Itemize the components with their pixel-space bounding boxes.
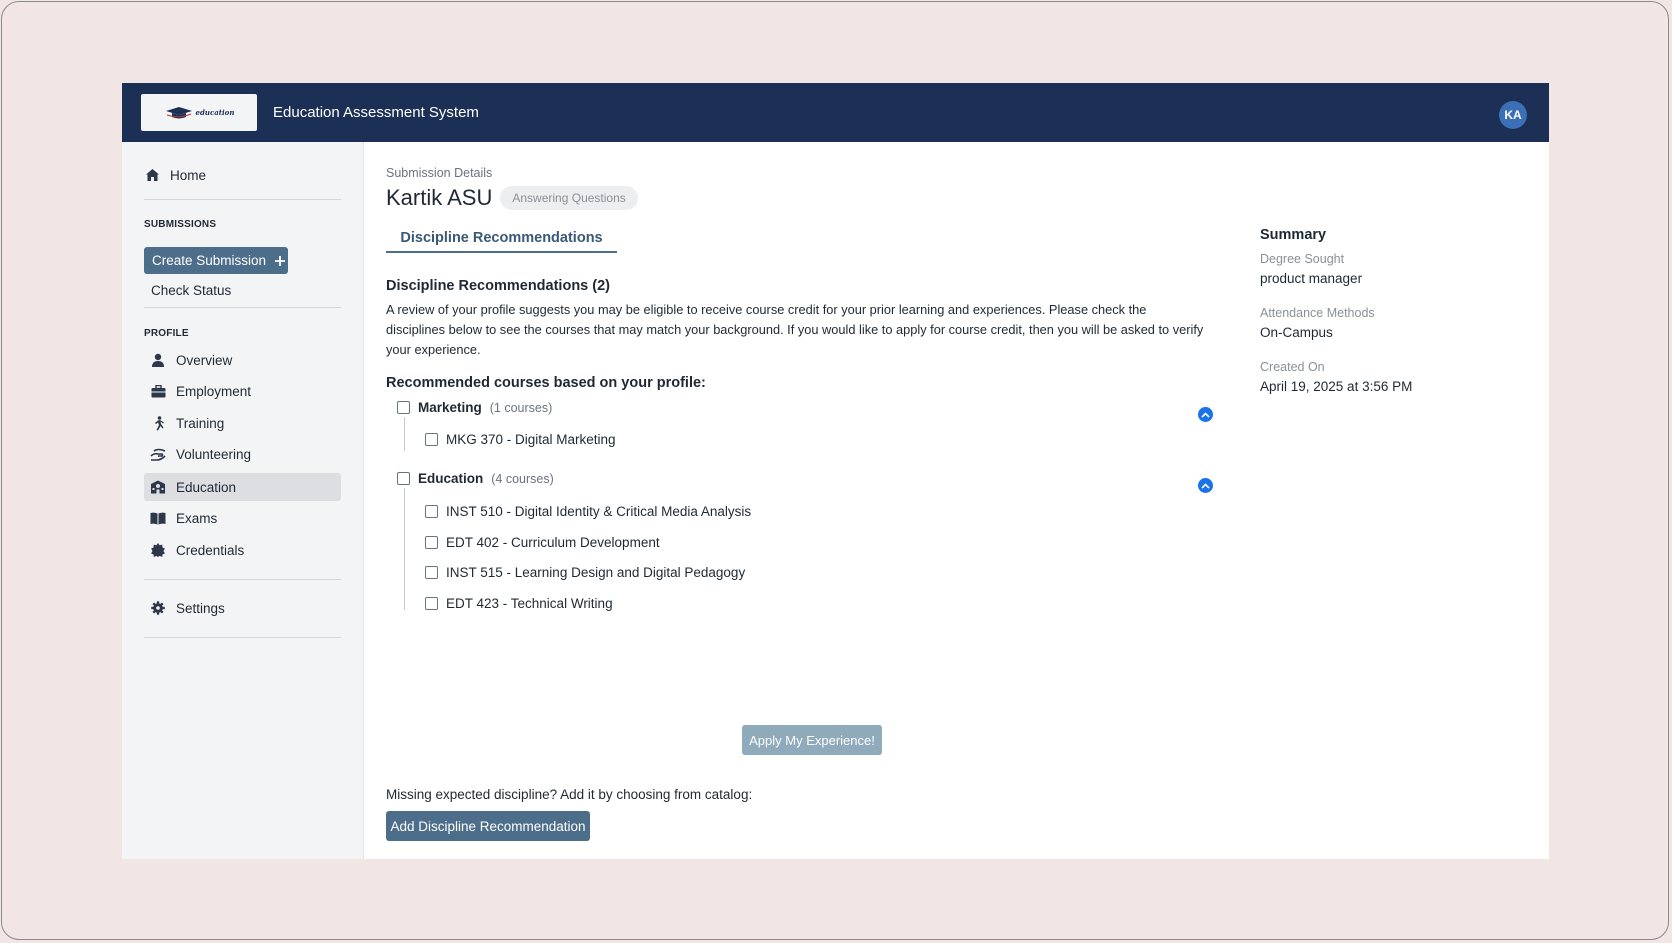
home-icon [144,167,160,183]
sidebar [122,142,364,859]
course-row [425,565,745,580]
sidebar-item-volunteering[interactable] [144,440,341,468]
graduation-cap-icon [164,106,194,120]
discipline-row-education [397,471,554,486]
course-checkbox[interactable] [425,433,438,446]
missing-discipline-text: Missing expected discipline? Add it by choosing from catalog: [386,787,753,802]
tree-line [404,488,405,610]
top-bar [122,83,1549,142]
app-window [122,83,1549,859]
sidebar-item-overview[interactable] [144,346,341,374]
page-title: Kartik ASU [386,185,493,210]
course-label: INST 510 - Digital Identity & Critical Media Analysis [446,504,752,519]
attendance-value: On-Campus [1260,325,1333,340]
certificate-icon [150,542,166,558]
summary-panel [1260,142,1520,859]
course-checkbox[interactable] [425,505,438,518]
school-icon [150,479,166,495]
logo[interactable] [141,94,257,131]
course-row [425,535,660,550]
sidebar-item-label: Credentials [176,542,245,558]
create-submission-label: Create Submission [152,253,267,268]
sidebar-item-exams[interactable] [144,504,341,532]
page-title-row [386,185,638,211]
course-label: MKG 370 - Digital Marketing [446,432,616,447]
course-label: EDT 423 - Technical Writing [446,596,613,611]
create-submission-button[interactable] [144,247,288,274]
briefcase-icon [150,383,166,399]
main-content [386,142,1206,859]
sidebar-item-label: Exams [176,510,218,526]
discipline-course-count: (4 courses) [491,471,554,486]
attendance-label: Attendance Methods [1260,306,1375,320]
status-badge: Answering Questions [500,186,637,210]
profile-section-label: PROFILE [144,328,189,339]
sidebar-item-label: Overview [176,352,233,368]
degree-label: Degree Sought [1260,252,1345,266]
summary-title: Summary [1260,227,1327,243]
gear-icon [150,600,166,616]
degree-value: product manager [1260,271,1363,286]
plus-icon [274,255,286,267]
course-row [425,504,751,519]
created-label: Created On [1260,360,1325,374]
chevron-up-icon[interactable] [1198,478,1213,493]
recommended-heading: Recommended courses based on your profile: [386,375,706,391]
course-checkbox[interactable] [425,597,438,610]
chevron-up-icon[interactable] [1198,407,1213,422]
sidebar-item-label: Settings [176,600,225,616]
sidebar-item-credentials[interactable] [144,536,341,564]
sidebar-item-training[interactable] [144,409,341,437]
app-title: Education Assessment System [273,104,479,121]
add-discipline-button[interactable]: Add Discipline Recommendation [386,811,590,841]
discipline-name: Marketing [418,400,482,415]
sidebar-item-home[interactable] [144,161,341,189]
avatar[interactable]: KA [1499,101,1527,129]
check-status-link[interactable]: Check Status [151,283,232,298]
tree-line [404,417,405,451]
sidebar-item-education[interactable] [144,473,341,501]
divider [144,199,341,200]
section-title: Discipline Recommendations (2) [386,278,610,294]
discipline-row-marketing [397,400,552,415]
course-label: INST 515 - Learning Design and Digital Pedagogy [446,565,746,580]
discipline-checkbox[interactable] [397,401,410,414]
sidebar-item-label: Training [176,415,225,431]
logo-text: education [195,108,235,117]
divider [144,637,341,638]
book-icon [150,510,166,526]
divider [144,579,341,580]
sidebar-item-employment[interactable] [144,377,341,405]
discipline-course-count: (1 courses) [489,400,553,415]
discipline-name: Education [418,471,484,486]
divider [144,307,341,308]
logo-mark [164,106,235,120]
apply-experience-button[interactable]: Apply My Experience! [742,725,882,755]
course-checkbox[interactable] [425,566,438,579]
submissions-section-label: SUBMISSIONS [144,219,217,230]
hand-heart-icon [150,446,166,462]
course-label: EDT 402 - Curriculum Development [446,535,660,550]
discipline-checkbox[interactable] [397,472,410,485]
description-text: A review of your profile suggests you may be eligible to receive course credit for your prior learning and experiences. Please check the disciplines below to see the courses that may match your background. If you would like to apply for course credit, then you will be asked to verify your experience. [386,302,1204,357]
running-icon [150,415,166,431]
sidebar-item-label: Employment [176,383,252,399]
user-icon [150,352,166,368]
breadcrumb[interactable]: Submission Details [386,166,493,180]
sidebar-item-settings[interactable] [144,594,341,622]
course-row [425,596,613,611]
sidebar-item-label: Volunteering [176,446,252,462]
course-row [425,432,616,447]
tab-discipline-recommendations[interactable]: Discipline Recommendations [386,224,617,253]
sidebar-item-label: Education [176,479,237,495]
course-checkbox[interactable] [425,536,438,549]
created-value: April 19, 2025 at 3:56 PM [1260,379,1413,394]
sidebar-item-label: Home [170,167,207,183]
